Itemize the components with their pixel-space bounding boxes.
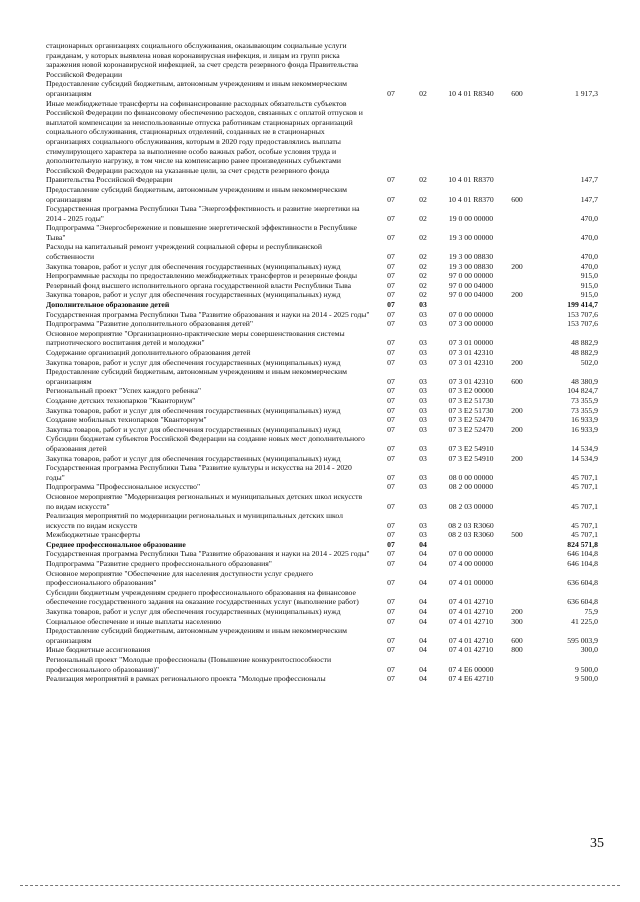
section-code: 07 [387, 549, 395, 559]
row-name: Социальное обеспечение и иные выплаты населению [46, 616, 222, 626]
row-name: Предоставление субсидий бюджетным, автономным учреждениям и иным некоммерческим организациям [46, 367, 347, 386]
row-name: Государственная программа Республики Тыва "Энергоэффективность и развитие энергетики на 2014 - 2025 годы" [46, 204, 360, 223]
subsection-code: 03 [419, 482, 427, 492]
subsection-code: 04 [419, 674, 427, 684]
expense-type-code: 200 [511, 405, 523, 415]
table-row [46, 79, 598, 98]
target-article-code: 07 3 E2 52470 [448, 424, 494, 434]
section-code: 07 [387, 539, 395, 549]
table-row [46, 463, 598, 482]
row-name: Государственная программа Республики Тыва "Развитие образования и науки на 2014 - 2025 годы" [46, 309, 370, 319]
section-code: 07 [387, 674, 395, 684]
subsection-code: 04 [419, 578, 427, 588]
table-row [46, 319, 598, 329]
target-article-code: 07 0 00 00000 [448, 549, 494, 559]
expense-type-code [502, 242, 532, 261]
amount: 1 917,3 [574, 88, 598, 98]
subsection-code: 04 [419, 607, 427, 617]
table-row [46, 530, 598, 540]
target-article-code: 19 3 00 08830 [448, 252, 494, 262]
section-code: 07 [387, 482, 395, 492]
subsection-code: 02 [419, 261, 427, 271]
section-code: 07 [387, 616, 395, 626]
expense-type-code [502, 492, 532, 511]
expense-type-code: 200 [511, 453, 523, 463]
amount: 48 882,9 [571, 338, 598, 348]
section-code [376, 41, 406, 79]
amount: 915,0 [580, 280, 598, 290]
subsection-code: 03 [419, 424, 427, 434]
row-name: Закупка товаров, работ и услуг для обеспечения государственных (муниципальных) нужд [46, 424, 341, 434]
table-row [46, 540, 598, 550]
expense-type-code: 600 [511, 635, 523, 645]
table-row [46, 367, 598, 386]
amount: 636 604,8 [567, 578, 598, 588]
subsection-code: 03 [419, 501, 427, 511]
subsection-code: 03 [419, 472, 427, 482]
section-code: 07 [387, 578, 395, 588]
subsection-code: 04 [419, 616, 427, 626]
table-row [46, 434, 598, 453]
expense-type-code: 200 [511, 607, 523, 617]
expense-type-code: 800 [511, 645, 523, 655]
amount: 646 104,8 [567, 559, 598, 569]
target-article-code: 07 3 01 42310 [448, 376, 494, 386]
amount: 199 414,7 [567, 300, 598, 310]
expense-type-code [502, 99, 532, 185]
target-article-code: 07 3 E2 54910 [448, 443, 494, 453]
section-code: 07 [387, 395, 395, 405]
section-code: 07 [387, 213, 395, 223]
row-name: Расходы на капитальный ремонт учреждений социальной сферы и республиканской собственности [46, 242, 322, 262]
subsection-code: 02 [419, 175, 427, 185]
target-article-code: 07 3 00 00000 [448, 319, 494, 329]
amount: 73 355,9 [571, 405, 598, 415]
target-article-code: 97 0 00 04000 [448, 280, 494, 290]
row-name: Среднее профессиональное образование [46, 539, 186, 549]
section-code: 07 [387, 261, 395, 271]
table-row [46, 511, 598, 530]
expense-type-code [502, 674, 532, 684]
target-article-code: 07 0 00 00000 [448, 309, 494, 319]
row-name: Подпрограмма "Профессиональное искусство" [46, 482, 201, 492]
row-name: Подпрограмма "Энергосбережение и повышение энергетической эффективности в Республике Тыва" [46, 223, 357, 242]
row-name: Закупка товаров, работ и услуг для обеспечения государственных (муниципальных) нужд [46, 261, 341, 271]
expense-type-code [502, 300, 532, 310]
subsection-code: 03 [419, 348, 427, 357]
table-row [46, 185, 598, 204]
subsection-code [406, 41, 440, 79]
target-article-code: 10 4 01 R8370 [448, 194, 494, 204]
target-article-code: 07 4 01 42710 [448, 635, 494, 645]
amount: 300,0 [580, 645, 598, 655]
table-row [46, 242, 598, 261]
row-name: Непрограммные расходы по предоставлению межбюджетных трансфертов и резервные фонды [46, 271, 358, 281]
row-name: Предоставление субсидий бюджетным, автономным учреждениям и иным некоммерческим организациям [46, 79, 347, 98]
expense-type-code: 500 [511, 530, 523, 540]
expense-type-code [502, 434, 532, 453]
amount: 153 707,6 [567, 309, 598, 319]
row-name: Иные бюджетные ассигнования [46, 645, 151, 655]
section-code: 07 [387, 194, 395, 204]
table-row [46, 645, 598, 655]
expense-type-code [502, 415, 532, 425]
page-number: 35 [590, 836, 604, 851]
target-article-code: 07 4 01 42710 [448, 607, 494, 617]
amount: 9 500,0 [574, 664, 598, 674]
table-row [46, 559, 598, 569]
row-name: Основное мероприятие "Организационно-практические меры совершенствования системы патриотического воспитания детей и молодежи" [46, 328, 345, 348]
subsection-code: 02 [419, 213, 427, 223]
section-code: 07 [387, 472, 395, 482]
table-row [46, 425, 598, 435]
table-row [46, 348, 598, 358]
subsection-code: 04 [419, 597, 427, 607]
amount: 470,0 [580, 261, 598, 271]
row-name: Содержание организаций дополнительного образования детей [46, 348, 251, 357]
budget-table [46, 41, 598, 684]
target-article-code [440, 300, 502, 310]
row-name: Региональный проект "Успех каждого ребенка" [46, 386, 202, 396]
subsection-code: 03 [419, 415, 427, 425]
amount: 14 534,9 [571, 453, 598, 463]
subsection-code: 03 [419, 338, 427, 348]
expense-type-code [502, 41, 532, 79]
amount: 470,0 [580, 252, 598, 262]
table-row [46, 223, 598, 242]
target-article-code: 07 3 01 00000 [448, 338, 494, 348]
target-article-code: 07 4 E6 00000 [448, 664, 494, 674]
subsection-code: 03 [419, 405, 427, 415]
amount: 48 882,9 [571, 348, 598, 357]
subsection-code: 04 [419, 559, 427, 569]
section-code: 07 [387, 520, 395, 530]
target-article-code: 07 3 E2 52470 [448, 415, 494, 425]
budget-rows [46, 41, 598, 684]
subsection-code: 03 [419, 386, 427, 396]
amount: 470,0 [580, 213, 598, 223]
target-article-code: 10 4 01 R8340 [448, 88, 494, 98]
table-row [46, 329, 598, 348]
amount: 147,7 [580, 194, 598, 204]
section-code: 07 [387, 405, 395, 415]
table-row [46, 415, 598, 425]
expense-type-code [502, 396, 532, 406]
expense-type-code [502, 655, 532, 674]
expense-type-code [502, 271, 532, 281]
section-code: 07 [387, 635, 395, 645]
row-name: Подпрограмма "Развитие среднего профессионального образования" [46, 559, 272, 569]
table-row [46, 482, 598, 492]
expense-type-code [502, 559, 532, 569]
table-row [46, 549, 598, 559]
table-row [46, 569, 598, 588]
subsection-code: 02 [419, 232, 427, 242]
target-article-code: 19 3 00 00000 [448, 232, 494, 242]
row-name: Региональный проект "Молодые профессионалы (Повышение конкурентоспособности профессионального образования)" [46, 655, 332, 674]
target-article-code: 07 4 00 00000 [448, 559, 494, 569]
expense-type-code [502, 223, 532, 242]
table-row [46, 41, 598, 79]
amount: 470,0 [580, 232, 598, 242]
section-code: 07 [387, 348, 395, 357]
section-code: 07 [387, 607, 395, 617]
row-name: Реализация мероприятий в рамках регионального проекта "Молодые профессионалы [46, 674, 326, 684]
row-name: Закупка товаров, работ и услуг для обеспечения государственных (муниципальных) нужд [46, 453, 341, 463]
expense-type-code [502, 511, 532, 530]
section-code: 07 [387, 88, 395, 98]
amount: 14 534,9 [571, 443, 598, 453]
section-code: 07 [387, 501, 395, 511]
section-code: 07 [387, 664, 395, 674]
amount: 9 500,0 [574, 674, 598, 684]
row-name: Подпрограмма "Развитие дополнительного образования детей" [46, 319, 254, 329]
section-code: 07 [387, 338, 395, 348]
table-row [46, 290, 598, 300]
row-name: Закупка товаров, работ и услуг для обеспечения государственных (муниципальных) нужд [46, 405, 341, 415]
target-article-code: 19 0 00 00000 [448, 213, 494, 223]
amount: 73 355,9 [571, 395, 598, 405]
subsection-code: 03 [419, 395, 427, 405]
table-row [46, 99, 598, 185]
row-name: Резервный фонд высшего исполнительного органа государственной власти Республики Тыва [46, 280, 352, 290]
target-article-code: 07 3 E2 51730 [448, 405, 494, 415]
target-article-code: 97 0 00 00000 [448, 271, 494, 281]
amount: 45 707,1 [571, 501, 598, 511]
section-code: 07 [387, 175, 395, 185]
section-code: 07 [387, 271, 395, 281]
expense-type-code: 200 [511, 357, 523, 367]
target-article-code: 07 4 01 42710 [448, 645, 494, 655]
amount: 75,9 [584, 607, 598, 617]
row-name: Основное мероприятие "Модернизация региональных и муниципальных детских школ искусств по видам искусств" [46, 491, 363, 511]
amount: 45 707,1 [571, 472, 598, 482]
expense-type-code [502, 540, 532, 550]
section-code: 07 [387, 597, 395, 607]
target-article-code: 08 2 03 R3060 [448, 530, 494, 540]
target-article-code: 07 4 01 42710 [448, 616, 494, 626]
subsection-code: 03 [419, 357, 427, 367]
table-row [46, 492, 598, 511]
amount [532, 41, 598, 79]
subsection-code: 03 [419, 300, 427, 310]
section-code: 07 [387, 424, 395, 434]
amount: 45 707,1 [571, 530, 598, 540]
subsection-code: 02 [419, 271, 427, 281]
amount: 16 933,9 [571, 424, 598, 434]
table-row [46, 262, 598, 272]
row-name: Межбюджетные трансферты [46, 530, 141, 540]
subsection-code: 02 [419, 88, 427, 98]
amount: 595 003,9 [567, 635, 598, 645]
row-name: Государственная программа Республики Тыва "Развитие культуры и искусства на 2014 - 2020 годы" [46, 463, 352, 482]
expense-type-code [502, 569, 532, 588]
section-code: 07 [387, 290, 395, 300]
row-name: Субсидии бюджетам субъектов Российской Федерации на создание новых мест дополнительного образования детей [46, 434, 365, 453]
table-row [46, 396, 598, 406]
subsection-code: 02 [419, 194, 427, 204]
amount: 16 933,9 [571, 415, 598, 425]
subsection-code: 04 [419, 539, 427, 549]
table-row [46, 310, 598, 320]
amount: 48 380,9 [571, 376, 598, 386]
target-article-code: 07 4 E6 42710 [448, 674, 494, 684]
table-row [46, 674, 598, 684]
table-row [46, 271, 598, 281]
footer-divider [20, 885, 620, 886]
expense-type-code [502, 482, 532, 492]
expense-type-code [502, 310, 532, 320]
amount: 636 604,8 [567, 597, 598, 607]
row-name: Государственная программа Республики Тыва "Развитие образования и науки на 2014 - 2025 годы" [46, 549, 370, 559]
target-article-code: 08 2 03 00000 [448, 501, 494, 511]
expense-type-code: 600 [511, 194, 523, 204]
target-article-code: 19 3 00 08830 [448, 261, 494, 271]
subsection-code: 03 [419, 376, 427, 386]
row-name: Закупка товаров, работ и услуг для обеспечения государственных (муниципальных) нужд [46, 607, 341, 617]
expense-type-code: 200 [511, 261, 523, 271]
row-name: стационарных организациях социального обслуживания, оказывающим социальные услуги гражданам, у которых выявлена новая коронавирусная инфекция, и лицам из групп риска заражения новой коронавирусной инфекцией, за счет средств резервного фонда Правительства Российской Федерации [46, 41, 359, 79]
target-article-code: 10 4 01 R8370 [448, 175, 494, 185]
section-code: 07 [387, 386, 395, 396]
target-article-code: 07 3 E2 54910 [448, 453, 494, 463]
amount: 153 707,6 [567, 319, 598, 329]
subsection-code: 03 [419, 443, 427, 453]
expense-type-code [502, 463, 532, 482]
section-code: 07 [387, 376, 395, 386]
subsection-code: 03 [419, 309, 427, 319]
row-name: Создание мобильных технопарков "Кванториум" [46, 415, 207, 425]
expense-type-code [502, 329, 532, 348]
expense-type-code [502, 204, 532, 223]
expense-type-code: 600 [511, 88, 523, 98]
target-article-code: 07 4 01 42710 [448, 597, 494, 607]
section-code: 07 [387, 453, 395, 463]
section-code: 07 [387, 415, 395, 425]
amount: 45 707,1 [571, 520, 598, 530]
target-article-code [440, 41, 502, 79]
row-name: Закупка товаров, работ и услуг для обеспечения государственных (муниципальных) нужд [46, 357, 341, 367]
row-name: Дополнительное образование детей [46, 300, 170, 310]
section-code: 07 [387, 645, 395, 655]
subsection-code: 03 [419, 453, 427, 463]
section-code: 07 [387, 232, 395, 242]
target-article-code: 07 3 E2 00000 [448, 386, 494, 396]
target-article-code: 07 4 01 00000 [448, 578, 494, 588]
subsection-code: 03 [419, 530, 427, 540]
amount: 646 104,8 [567, 549, 598, 559]
row-name: Предоставление субсидий бюджетным, автономным учреждениям и иным некоммерческим организациям [46, 626, 347, 645]
section-code: 07 [387, 300, 395, 310]
table-row [46, 588, 598, 607]
subsection-code: 04 [419, 549, 427, 559]
target-article-code: 97 0 00 04000 [448, 290, 494, 300]
target-article-code: 07 3 01 42310 [448, 348, 494, 357]
expense-type-code [502, 319, 532, 329]
target-article-code: 07 3 E2 51730 [448, 395, 494, 405]
section-code: 07 [387, 319, 395, 329]
expense-type-code [502, 386, 532, 396]
target-article-code: 08 2 03 R3060 [448, 520, 494, 530]
table-row [46, 358, 598, 368]
row-name: Закупка товаров, работ и услуг для обеспечения государственных (муниципальных) нужд [46, 290, 341, 300]
expense-type-code [502, 549, 532, 559]
row-name: Предоставление субсидий бюджетным, автономным учреждениям и иным некоммерческим организациям [46, 184, 347, 204]
target-article-code: 07 3 01 42310 [448, 357, 494, 367]
table-row [46, 300, 598, 310]
amount: 915,0 [580, 290, 598, 300]
subsection-code: 02 [419, 252, 427, 262]
amount: 915,0 [580, 271, 598, 281]
subsection-code: 04 [419, 635, 427, 645]
amount: 45 707,1 [571, 482, 598, 492]
section-code: 07 [387, 443, 395, 453]
row-name: Субсидии бюджетным учреждениям среднего профессионального образования на финансовое обеспечение государственного задания на оказание государственных услуг (выполнение работ) [46, 587, 359, 607]
section-code: 07 [387, 357, 395, 367]
expense-type-code [502, 588, 532, 607]
section-code: 07 [387, 559, 395, 569]
subsection-code: 03 [419, 520, 427, 530]
table-row [46, 454, 598, 464]
expense-type-code [502, 348, 532, 358]
expense-type-code: 200 [511, 290, 523, 300]
table-row [46, 281, 598, 291]
subsection-code: 02 [419, 290, 427, 300]
section-code: 07 [387, 280, 395, 290]
row-name: Основное мероприятие "Обеспечение для населения доступности услуг среднего профессионального образования" [46, 568, 313, 588]
expense-type-code [502, 281, 532, 291]
amount: 824 571,8 [567, 539, 598, 549]
row-name: Реализация мероприятий по модернизации региональных и муниципальных детских школ искусств по видам искусств [46, 511, 343, 530]
subsection-code: 04 [419, 645, 427, 655]
row-name: Создание детских технопарков "Кванториум" [46, 395, 196, 405]
subsection-code: 04 [419, 664, 427, 674]
row-name: Иные межбюджетные трансферты на софинансирование расходных обязательств субъектов Российской Федерации по финансовому обеспечению расходов, связанных с оплатой отпусков и выплатой компенсации за неиспользованные отпуска работникам стационарных организаций социального обслуживания, стационарных отделений, созданных не в стационарных организациях социального обслуживания, которым в 2020 году предоставлялись выплаты стимулирующего характера за выполнение особо важных работ, особые условия труда и дополнительную нагрузку, в том числе на компенсацию ранее произведенных субъектами Российской Федерации расходов на указанные цели, за счет средств резервного фонда Правительства Российской Федерации [46, 98, 363, 185]
table-row [46, 607, 598, 617]
amount: 41 225,0 [571, 616, 598, 626]
target-article-code: 08 0 00 00000 [448, 472, 494, 482]
amount: 502,0 [580, 357, 598, 367]
expense-type-code: 200 [511, 424, 523, 434]
table-row [46, 655, 598, 674]
target-article-code [440, 540, 502, 550]
amount: 104 824,7 [567, 386, 598, 396]
expense-type-code: 300 [511, 616, 523, 626]
section-code: 07 [387, 530, 395, 540]
table-row [46, 617, 598, 627]
table-row [46, 386, 598, 396]
expense-type-code: 600 [511, 376, 523, 386]
target-article-code: 08 2 00 00000 [448, 482, 494, 492]
section-code: 07 [387, 309, 395, 319]
table-row [46, 204, 598, 223]
table-row [46, 406, 598, 416]
amount: 147,7 [580, 175, 598, 185]
table-row [46, 626, 598, 645]
subsection-code: 02 [419, 280, 427, 290]
section-code: 07 [387, 252, 395, 262]
subsection-code: 03 [419, 319, 427, 329]
